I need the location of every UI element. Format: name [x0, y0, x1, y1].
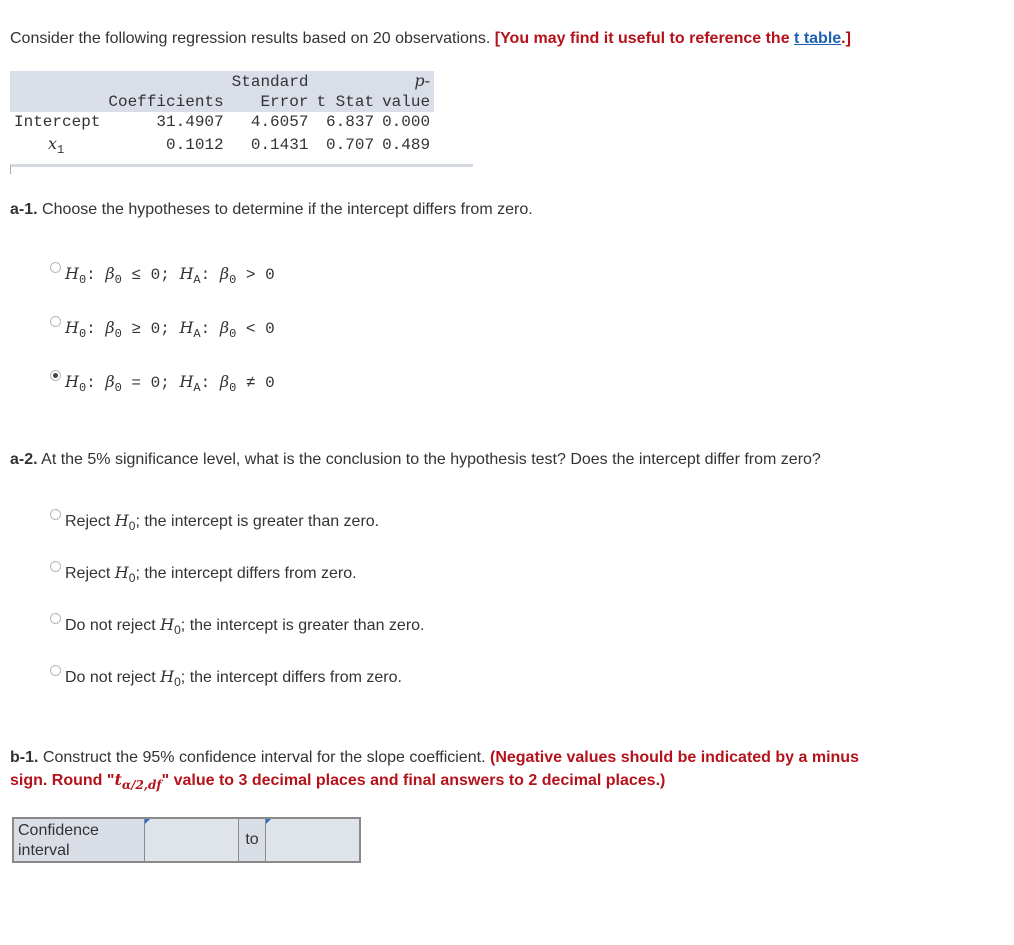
col-coefficients: Coefficients: [104, 92, 227, 112]
ci-to-label: to: [239, 819, 266, 861]
row-label: Intercept: [14, 113, 101, 131]
input-flag-icon: [145, 819, 150, 824]
se-cell: 0.1431: [250, 135, 309, 154]
p-cell: 0.489: [382, 135, 431, 154]
coef-cell: 31.4907: [156, 113, 224, 131]
conclusion-radio[interactable]: [50, 665, 61, 676]
question-a2: a-2. At the 5% significance level, what is the conclusion to the hypothesis test? Does the intercept differ from zero?: [10, 451, 821, 468]
hypothesis-radio[interactable]: [50, 316, 61, 327]
col-tstat: t Stat: [312, 92, 378, 112]
question-b1: b-1. Construct the 95% confidence interval for the slope coefficient. (Negative values should be indicated by a minus sign. Round "$t_{\alpha/2,df}$" value to 3 decimal places and final answers to 2 decimal places.): [10, 749, 859, 792]
hypothesis-radio[interactable]: [50, 370, 61, 381]
t-cell: 6.837: [326, 113, 375, 131]
coef-cell: 0.1012: [166, 135, 224, 154]
table-divider: [10, 164, 473, 174]
se-cell: 4.6057: [250, 113, 309, 131]
hypothesis-option[interactable]: $H_0$: $\beta_0 = 0$; $H_A$: $\beta_0 \ne 0$: [65, 372, 275, 395]
table-row: [10, 112, 434, 133]
question-a1: a-1. Choose the hypotheses to determine if the intercept differs from zero.: [10, 201, 533, 218]
t-table-link[interactable]: t table: [794, 30, 842, 47]
conclusion-radio[interactable]: [50, 613, 61, 624]
reference-note: [You may find it useful to reference the t table.]: [494, 30, 851, 47]
ci-upper-input[interactable]: [266, 819, 359, 861]
ci-label: Confidence interval: [14, 819, 145, 861]
hypothesis-option[interactable]: $H_0$: $\beta_0 \le 0$; $H_A$: $\beta_0 > 0$: [65, 264, 275, 287]
row-label: $x_1$: [48, 134, 65, 157]
conclusion-option[interactable]: Do not reject $H_0$; the intercept is greater than zero.: [65, 615, 425, 637]
p-cell: 0.000: [382, 113, 431, 131]
col-p-bottom: value: [378, 92, 434, 112]
conclusion-option[interactable]: Do not reject $H_0$; the intercept differs from zero.: [65, 667, 402, 689]
confidence-interval-table: [12, 817, 361, 863]
ci-lower-input[interactable]: [145, 819, 239, 861]
conclusion-option[interactable]: Reject $H_0$; the intercept differs from zero.: [65, 563, 357, 585]
col-se-top: Standard: [228, 71, 313, 92]
col-p-top: p-: [414, 71, 431, 90]
table-row: [10, 133, 434, 157]
conclusion-option[interactable]: Reject $H_0$; the intercept is greater than zero.: [65, 511, 380, 533]
hypothesis-radio[interactable]: [50, 262, 61, 273]
intro-text: Consider the following regression results based on 20 observations. [You may find it useful to reference the t table.]: [10, 30, 851, 47]
input-flag-icon: [266, 819, 271, 824]
col-se-bottom: Error: [228, 92, 313, 112]
hypothesis-option[interactable]: $H_0$: $\beta_0 \ge 0$; $H_A$: $\beta_0 < 0$: [65, 318, 275, 341]
t-cell: 0.707: [326, 135, 375, 154]
conclusion-radio[interactable]: [50, 561, 61, 572]
conclusion-radio[interactable]: [50, 509, 61, 520]
regression-table: [10, 71, 434, 157]
